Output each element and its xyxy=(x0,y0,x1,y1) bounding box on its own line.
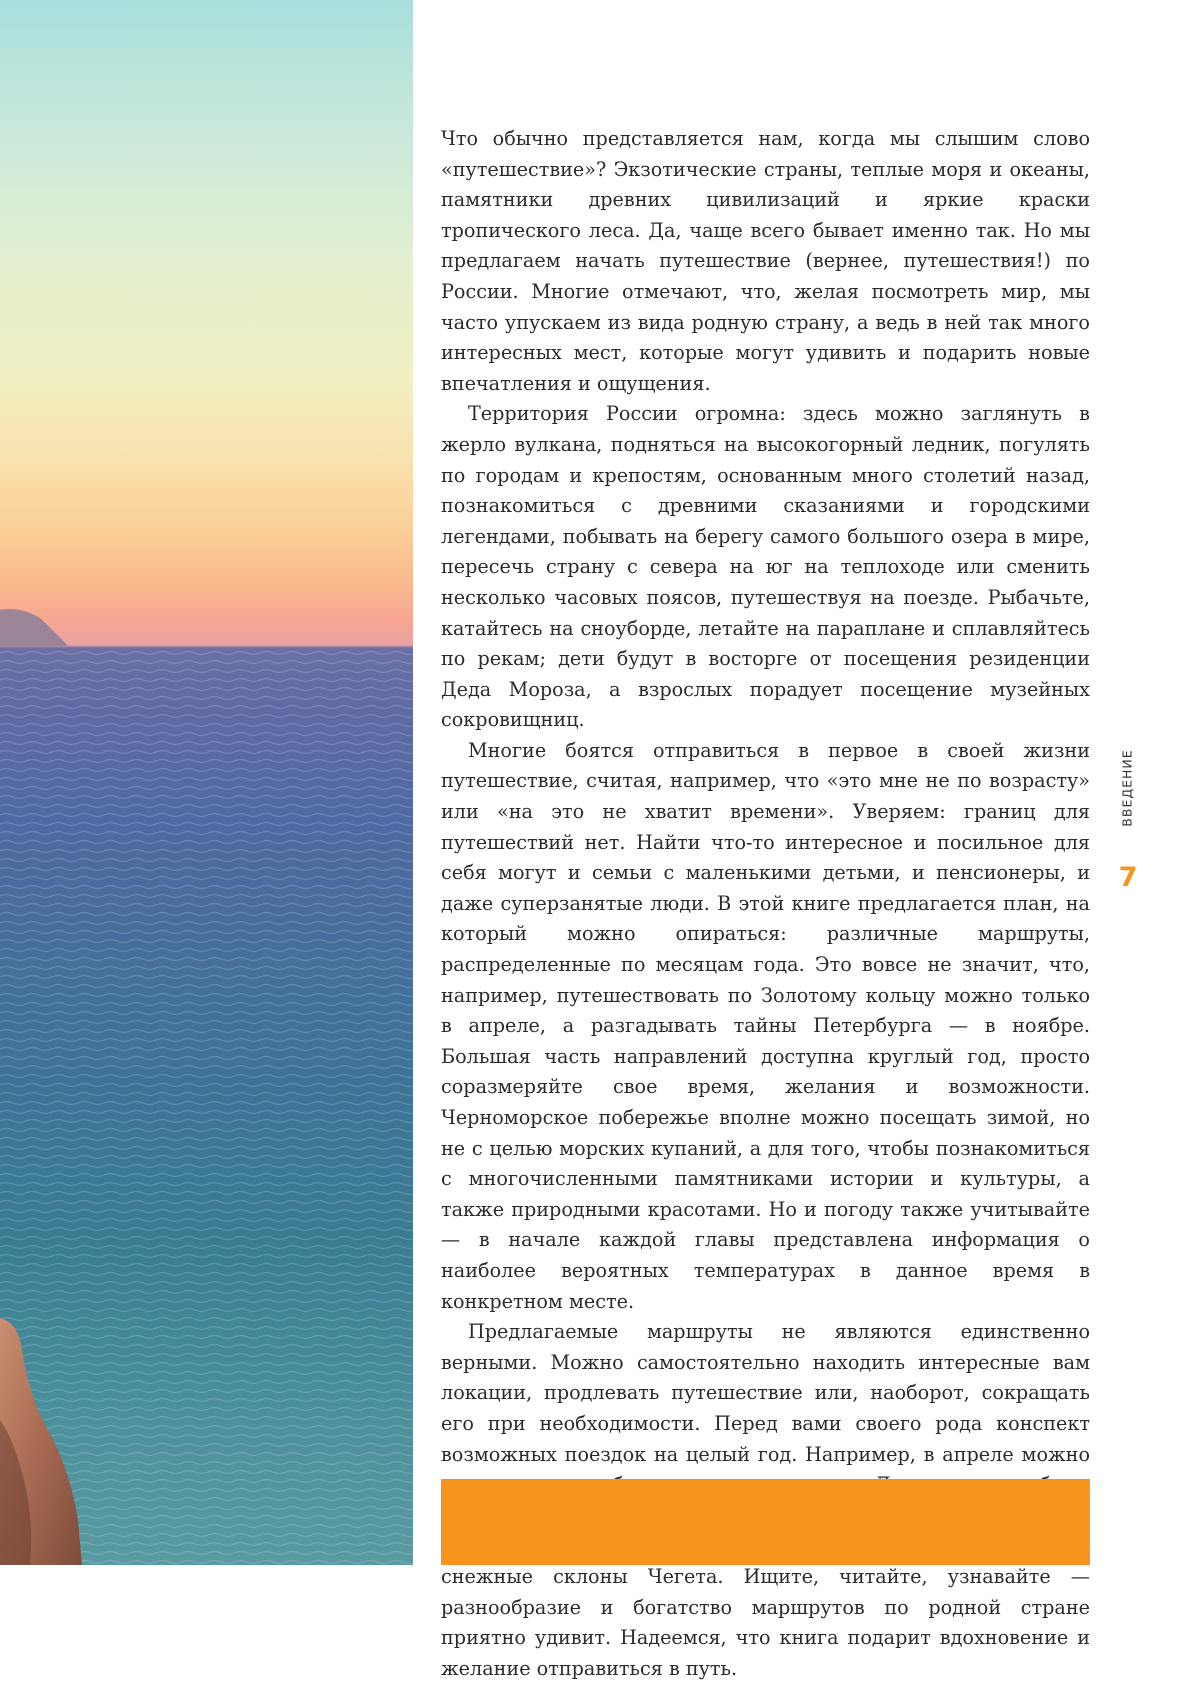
sea-waves xyxy=(0,648,413,1565)
paragraph: Что обычно представляется нам, когда мы слышим слово «путешествие»? Экзотические страны, теплые моря и океаны, памятники древних цивилизаций и яркие краски тропического леса. Да, чаще всего бывает именно так. Но мы предлагаем начать путешествие (вернее, путешествия!) по России. Многие отмечают, что, желая посмотреть мир, мы часто упускаем из вида родную страну, а ведь в ней так много интересных мест, которые могут удивить и подарить новые впечатления и ощущения. xyxy=(441,127,1090,395)
page-number: 7 xyxy=(1118,862,1138,893)
photo-illustration xyxy=(0,0,413,1565)
distant-headland xyxy=(0,609,68,646)
body-text xyxy=(441,124,1090,1684)
chapter-label: ВВЕДЕНИЕ xyxy=(1119,749,1135,827)
bottom-accent-bar xyxy=(441,1479,1090,1565)
sea-sunset-photo xyxy=(0,0,413,1565)
paragraph: Многие боятся отправиться в первое в своей жизни путешествие, считая, например, что «это мне не по возрасту» или «на это не хватит времени». Уверяем: границ для путешествий нет. Найти что-то интересное и посильное для себя могут и семьи с маленькими детьми, и пенсионеры, и даже суперзанятые люди. В этой книге предлагается план, на который можно опираться: различные маршруты, распределенные по месяцам года. Это вовсе не значит, что, например, путешествовать по Золотому кольцу можно только в апреле, а разгадывать тайны Петербурга — в ноябре. Большая часть направлений доступна круглый год, просто соразмеряйте свое время, желания и возможности. Черноморское побережье вполне можно посещать зимой, но не с целью морских купаний, а для того, чтобы познакомиться с многочисленными памятниками истории и культуры, а также природными красотами. Но и погоду также учитывайте — в начале каждой главы представлена информация о наиболее вероятных температурах в данное время в конкретном месте. xyxy=(441,738,1090,1313)
paragraph: Предлагаемые маршруты не являются единственно верными. Можно самостоятельно находить интересные вам локации, продлевать путешествие или, наоборот, сокращать его при необходимости. Перед вами своего рода конспект возможных поездок на целый год. Например, в апреле можно снежные склоны Чегета. Ищите, читайте, узнавайте — разнообразие и богатство маршрутов по родной стране приятно удивит. Надеемся, что книга подарит вдохновение и желание отправиться в путь. xyxy=(441,1320,1090,1680)
paragraph: Территория России огромна: здесь можно заглянуть в жерло вулкана, подняться на высокогорный ледник, погулять по городам и крепостям, основанным много столетий назад, познакомиться с древними сказаниями и городскими легендами, побывать на берегу самого большого озера в мире, пересечь страну с севера на юг на теплоходе или сменить несколько часовых поясов, путешествуя на поезде. Рыбачьте, катайтесь на сноуборде, летайте на параплане и сплавляйтесь по рекам; дети будут в восторге от посещения резиденции Деда Мороза, а взрослых порадует посещение музейных сокровищниц. xyxy=(441,402,1090,732)
